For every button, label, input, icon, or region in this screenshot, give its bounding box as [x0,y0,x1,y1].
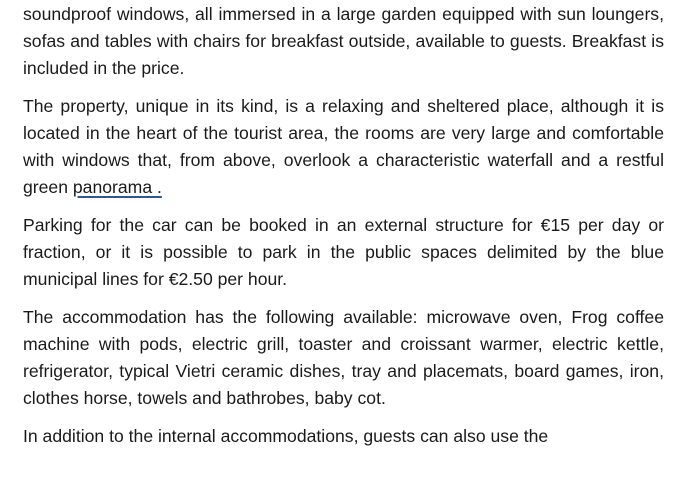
paragraph-garden: soundproof windows, all immersed in a large garden equipped with sun loungers, sofas and tables with chairs for breakfast outside, available to guests. Breakfast is included in the price. [23,4,664,78]
paragraph-property-text: The property, unique in its kind, is a relaxing and sheltered place, although it is located in the heart of the tourist area, the rooms are very large and comfortable with windows that, from above, overlook a characteristic waterfall and a restful green [23,96,664,197]
paragraph-amenities: The accommodation has the following available: microwave oven, Frog coffee machine with pods, electric grill, toaster and croissant warmer, electric kettle, refrigerator, typical Vietri ceramic dishes, tray and placemats, board games, iron, clothes horse, towels and bathrobes, baby cot. [23,307,664,408]
paragraph-parking: Parking for the car can be booked in an external structure for €15 per day or fraction, or it is possible to park in the public spaces delimited by the blue municipal lines for €2.50 per hour. [23,215,664,289]
paragraph-property [23,93,664,201]
paragraph-additional: In addition to the internal accommodations, guests can also use the [23,426,549,446]
panorama-link[interactable]: panorama . [72,177,162,197]
document-body [23,0,664,450]
